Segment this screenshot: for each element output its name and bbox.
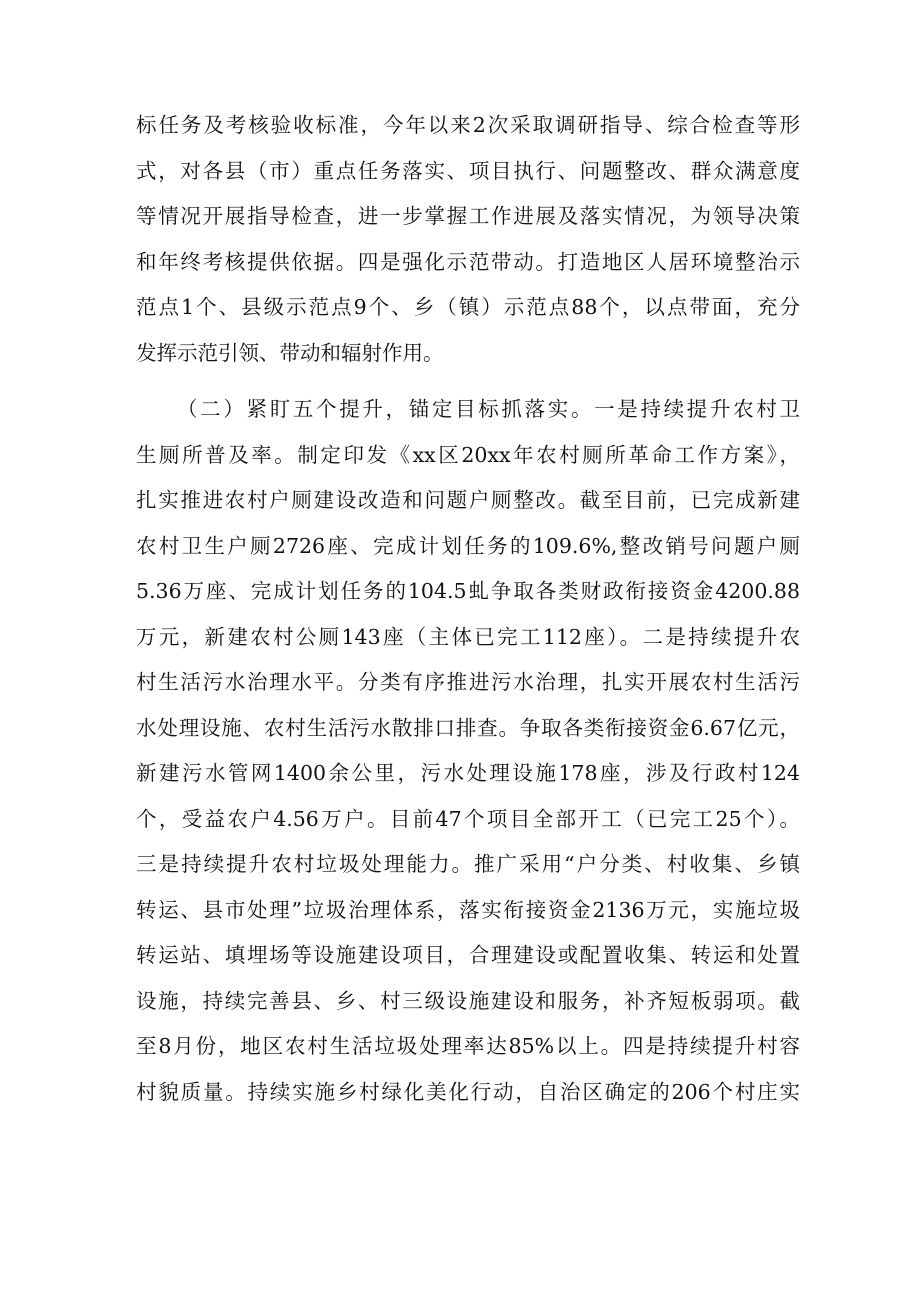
paragraph-1 [136,103,800,376]
text-line: 万元，新建农村公厕143座（主体已完工112座）。二是持续提升农 [136,624,800,649]
text-line: 标任务及考核验收标准，今年以来2次采取调研指导、综合检查等形 [136,113,800,137]
text-line: 式，对各县（市）重点任务落实、项目执行、问题整改、群众满意度 [136,158,800,183]
text-line: 等情况开展指导检查，进一步掌握工作进展及落实情况，为领导决策 [136,204,800,228]
text-line: 个，受益农户4.56万户。目前47个项目全部开工（已完工25个）。 [136,806,800,831]
text-line: 水处理设施、农村生活污水散排口排查。争取各类衔接资金6.67亿元， [136,715,800,740]
text-line: 新建污水管网1400余公里，污水处理设施178座，涉及行政村124 [136,761,800,785]
text-line: 5.36万座、完成计划任务的104.5虬争取各类财政衔接资金4200.88 [136,579,800,603]
document-body [136,103,800,1115]
text-line: 生厕所普及率。制定印发《xx区20xx年农村厕所革命工作方案》， [136,442,800,467]
text-line: 发挥示范引领、带动和辐射作用。 [136,340,444,365]
text-line: 转运、县市处理”垃圾治理体系，落实衔接资金2136万元，实施垃圾 [136,897,800,922]
text-line: （二）紧盯五个提升，锚定目标抓落实。一是持续提升农村卫 [177,397,800,421]
text-line: 三是持续提升农村垃圾处理能力。推广采用“户分类、村收集、乡镇 [136,852,800,876]
text-line: 村生活污水治理水平。分类有序推进污水治理，扎实开展农村生活污 [136,670,800,694]
text-line: 村貌质量。持续实施乡村绿化美化行动，自治区确定的206个村庄实 [136,1079,800,1104]
text-line: 扎实推进农村户厕建设改造和问题户厕整改。截至目前，已完成新建 [136,488,800,512]
paragraph-spacing [136,376,800,387]
paragraph-2 [136,387,800,1115]
text-line: 范点1个、县级示范点9个、乡（镇）示范点88个，以点带面，充分 [136,295,800,319]
text-line: 转运站、填埋场等设施建设项目，合理建设或配置收集、转运和处置 [136,943,800,967]
text-line: 和年终考核提供依据。四是强化示范带动。打造地区人居环境整治示 [136,249,800,274]
text-line: 农村卫生户厕2726座、完成计划任务的109.6%,整改销号问题户厕 [136,533,800,558]
text-line: 设施，持续完善县、乡、村三级设施建设和服务，补齐短板弱项。截 [136,988,800,1013]
text-line: 至8月份，地区农村生活垃圾处理率达85%以上。四是持续提升村容 [136,1034,800,1058]
